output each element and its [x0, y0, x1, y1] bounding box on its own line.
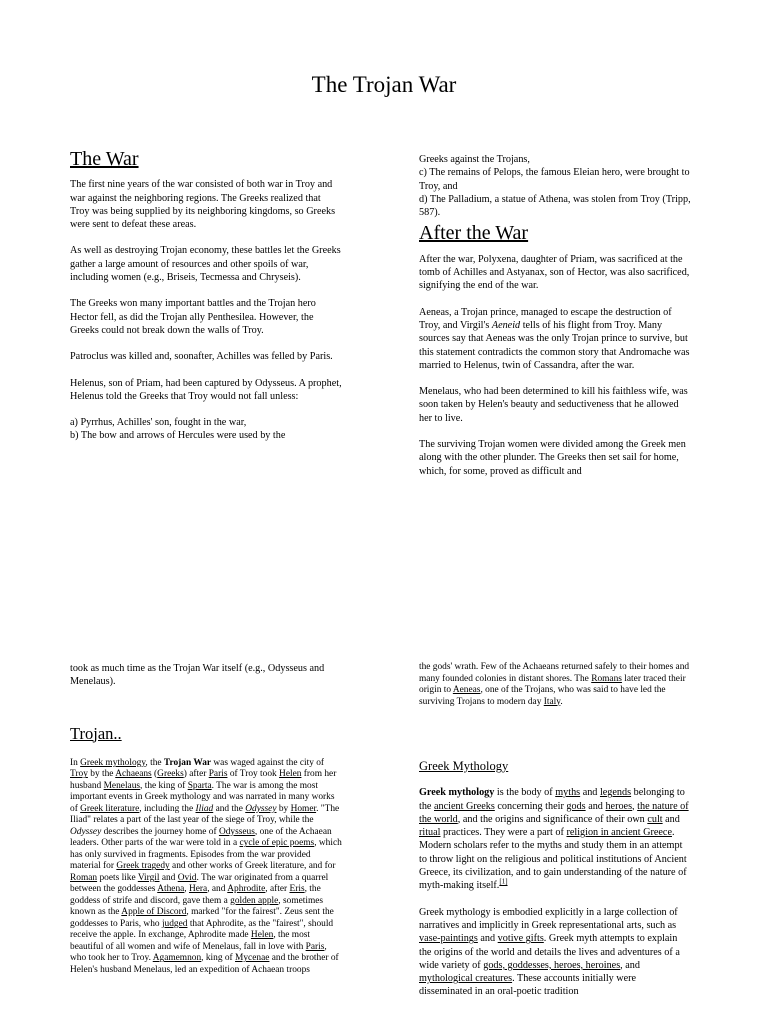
war-paragraph: The first nine years of the war consisted of both war in Troy and war against the neighboring regions. The Greeks realized that Troy was being supplied by its neighboring kingdoms, so Greeks were sent to defeat these areas.	[70, 179, 336, 231]
link-religion-in-ancient-greece[interactable]: religion in ancient Greece	[566, 827, 672, 839]
text-run: ,	[632, 800, 638, 812]
text-run: the gods' wrath. Few of the Achaeans returned safely to their homes and many founded colonies in distant shores. The	[419, 662, 690, 684]
continued-column-left	[70, 662, 342, 976]
text-run: , and the origins and significance of their own	[457, 813, 648, 825]
aeneas-paragraph	[419, 306, 691, 372]
condition-item: Greeks against the Trojans,	[419, 154, 530, 165]
text-run: , after	[265, 884, 290, 895]
link-gods-goddesses-heroes-heroines[interactable]: gods, goddesses, heroes, heroines	[483, 959, 621, 971]
heading-greek-mythology: Greek Mythology	[419, 759, 509, 773]
odyssey-title: Odyssey	[70, 826, 102, 837]
text-run: and	[662, 813, 680, 825]
text-run: , who took her to Troy.	[70, 941, 327, 964]
text-run: . "The Iliad" relates a part of the last year of the siege of Troy, while the	[70, 803, 340, 826]
link-greek-mythology[interactable]: Greek mythology	[80, 757, 146, 768]
link-heroes[interactable]: heroes	[605, 800, 633, 812]
link-cult[interactable]: cult	[647, 813, 663, 825]
condition-item: a) Pyrrhus, Achilles' son, fought in the war,	[70, 417, 247, 429]
text-run: and the brother of Helen's husband Menelaus, led an expedition of Achaean troops	[70, 953, 339, 975]
link-aphrodite[interactable]: Aphrodite	[227, 884, 266, 895]
reference-link[interactable]: [1]	[499, 877, 508, 886]
link-greek-literature[interactable]: Greek literature	[80, 803, 140, 814]
text-run: , marked "for the fairest". Zeus sent the goddesses to Paris, who	[70, 907, 334, 929]
text-run: , sometimes known as the	[70, 895, 324, 918]
link-aeneas[interactable]: Aeneas	[452, 685, 481, 695]
link-roman[interactable]: Roman	[70, 872, 98, 883]
condition-item: c) The remains of Pelops, the famous Eleian hero, were brought to Troy, and	[419, 167, 690, 192]
text-run: . These accounts initially were disseminated in an oral-poetic tradition	[419, 973, 637, 998]
menelaus-paragraph: Menelaus, who had been determined to kill his faithless wife, was soon taken by Helen's beauty and seductiveness that he allowed her to live.	[419, 386, 688, 424]
text-run: , including the	[139, 803, 196, 814]
link-ovid[interactable]: Ovid	[177, 872, 197, 883]
heading-after-the-war: After the War	[419, 222, 529, 245]
link-myths[interactable]: myths	[555, 787, 581, 799]
link-odyssey[interactable]: Odyssey	[245, 803, 277, 814]
text-run: , and	[207, 884, 228, 895]
link-greeks[interactable]: Greeks	[157, 769, 184, 780]
text-run: was waged against the city of	[211, 757, 325, 768]
text-run: In	[70, 757, 81, 768]
text-run: by	[276, 803, 291, 814]
link-judged[interactable]: judged	[161, 918, 188, 929]
link-legends[interactable]: legends	[599, 787, 632, 799]
text-run: and	[477, 933, 498, 945]
link-ritual[interactable]: ritual	[419, 827, 441, 839]
war-paragraph: Patroclus was killed and, soonafter, Achilles was felled by Paris.	[70, 351, 333, 363]
war-paragraph: The Greeks won many important battles and the Trojan hero Hector fell, as did the Trojan ally Penthesilea. However, the Greeks could not break down the walls of Troy.	[70, 298, 316, 336]
text-run: of Troy took	[227, 769, 280, 780]
link-helen[interactable]: Helen	[279, 769, 302, 780]
link-ancient-greeks[interactable]: ancient Greeks	[434, 800, 495, 812]
link-paris[interactable]: Paris	[208, 769, 228, 780]
heading-trojan: Trojan..	[70, 723, 122, 743]
link-odysseus[interactable]: Odysseus	[218, 826, 255, 837]
text-run: (	[151, 769, 158, 780]
war-paragraph: As well as destroying Trojan economy, these battles let the Greeks gather a large amount of resources and other spoils of war, including women (e.g., Briseis, Tecmessa and Chryseis).	[70, 245, 341, 284]
text-run: tells of his flight from Troy. Many sources say that Aeneas was the only Trojan prince to survive, but this statement contradicts the common story that Andromache was married to Helenus, twin of Cassandra, after the war.	[419, 319, 690, 371]
war-column-left	[70, 148, 342, 443]
link-votive-gifts[interactable]: votive gifts	[497, 933, 544, 945]
text-run: poets like	[97, 872, 138, 883]
aeneid-title: Aeneid	[491, 319, 521, 331]
text-run: and	[585, 800, 606, 812]
condition-item: d) The Palladium, a statue of Athena, was stolen from Troy (Tripp, 587).	[419, 193, 691, 219]
text-run: . Modern scholars refer to the myths and study them in an attempt to throw light on the religious and political institutions of Ancient Greece, its civilization, and to gain understanding of the nature of myth-making itself.	[419, 827, 687, 892]
text-run: that Aphrodite, as the "fairest", should receive the apple. In exchange, Aphrodite made	[70, 918, 334, 941]
link-virgil[interactable]: Virgil	[137, 872, 160, 883]
link-iliad[interactable]: Iliad	[195, 803, 214, 814]
link-athena[interactable]: Athena	[157, 884, 185, 895]
link-vase-paintings[interactable]: vase-paintings	[419, 933, 478, 945]
text-run: , which has only survived in fragments. Episodes from the war provided material for	[70, 838, 342, 872]
link-paris[interactable]: Paris	[305, 941, 325, 952]
link-apple-of-discord[interactable]: Apple of Discord	[121, 907, 187, 918]
text-run: and other works of Greek literature, and for	[169, 861, 336, 872]
link-golden-apple[interactable]: golden apple	[230, 895, 279, 906]
link-cycle-of-epic-poems[interactable]: cycle of epic poems	[239, 838, 315, 849]
text-run: , the king of	[140, 780, 188, 791]
text-run: describes the journey home of	[101, 826, 219, 837]
link-nature-of-the-world[interactable]: the nature of the world	[419, 800, 689, 825]
war-column-right	[419, 153, 691, 478]
text-run: , the goddess of strife and discord, gave them a	[70, 884, 321, 906]
term-trojan-war: Trojan War	[163, 757, 212, 768]
text-run: ) after	[183, 769, 209, 780]
page-title: The Trojan War	[311, 72, 457, 97]
text-run: , one of the Trojans, who was said to have led the surviving Trojans to modern day	[419, 685, 666, 707]
text-run: , the most beautiful of all women and wife of Menelaus, fall in love with	[70, 930, 311, 952]
text-run: ,	[184, 884, 189, 895]
text-run: and	[580, 787, 600, 799]
text-run: . The war is among the most important events in Greek mythology and was narrated in many works of	[70, 780, 335, 814]
link-romans[interactable]: Romans	[591, 673, 622, 684]
link-agamemnon[interactable]: Agamemnon	[152, 953, 202, 964]
link-italy[interactable]: Italy	[543, 696, 561, 707]
link-sparta[interactable]: Sparta	[187, 780, 212, 791]
continued-paragraph: took as much time as the Trojan War itself (e.g., Odysseus and Menelaus).	[70, 663, 325, 688]
text-run: , and	[620, 959, 640, 971]
link-hera[interactable]: Hera	[188, 884, 208, 895]
text-run: and the	[213, 803, 246, 814]
text-run: practices. They were a part of	[440, 827, 567, 839]
text-run: from her husband	[70, 769, 337, 791]
text-run: concerning their	[494, 800, 567, 812]
continued-paragraph	[419, 662, 691, 708]
text-run: , one of the Achaean leaders. Other parts of the war were told in a	[70, 826, 332, 849]
trojan-article	[70, 758, 342, 977]
heading-the-war: The War	[70, 148, 139, 170]
link-homer[interactable]: Homer	[290, 803, 317, 814]
text-run: . The war originated from a quarrel between the goddesses	[70, 872, 329, 895]
conditions-list	[70, 416, 342, 443]
text-run: by the	[87, 769, 116, 780]
link-achaeans[interactable]: Achaeans	[115, 769, 152, 780]
text-run: later traced their origin to	[419, 673, 686, 695]
greek-myth-paragraph	[419, 906, 691, 999]
text-run: .	[560, 696, 563, 707]
text-run: belonging to the	[419, 787, 685, 812]
text-run: Aeneas, a Trojan prince, managed to escape the destruction of Troy, and Virgil's	[419, 306, 672, 331]
term-greek-mythology: Greek mythology	[419, 787, 495, 799]
text-run: is the body of	[494, 787, 556, 799]
text-run: . Greek myth attempts to explain the origins of the world and details the lives and adventures of a wide variety of	[419, 933, 680, 971]
continued-column-right	[419, 662, 691, 999]
link-helen[interactable]: Helen	[250, 930, 274, 941]
link-greek-tragedy[interactable]: Greek tragedy	[116, 861, 170, 872]
after-war-paragraph: After the war, Polyxena, daughter of Priam, was sacrificed at the tomb of Achilles and Astyanax, son of Hector, was also sacrificed, signifying the end of the war.	[419, 253, 690, 292]
surviving-women-paragraph: The surviving Trojan women were divided among the Greek men along with the other plunder. The Greeks then set sail for home, which, for some, proved as difficult and	[419, 439, 686, 477]
text-run: Greek mythology is embodied explicitly in a large collection of narratives and implicitly in Greek representational arts, such as	[419, 906, 678, 931]
text-run: , the	[145, 757, 164, 768]
conditions-continued	[419, 153, 691, 219]
greek-myth-paragraph	[419, 786, 691, 892]
link-mythological-creatures[interactable]: mythological creatures	[419, 973, 513, 985]
link-eris[interactable]: Eris	[289, 884, 305, 895]
link-troy[interactable]: Troy	[70, 769, 88, 780]
link-gods[interactable]: gods	[566, 800, 586, 812]
text-run: , king of	[201, 953, 236, 964]
condition-item: b) The bow and arrows of Hercules were used by the	[70, 430, 286, 442]
war-paragraph: Helenus, son of Priam, had been captured by Odysseus. A prophet, Helenus told the Greeks that Troy would not fall unless:	[70, 377, 342, 402]
link-mycenae[interactable]: Mycenae	[235, 953, 270, 964]
link-menelaus[interactable]: Menelaus	[103, 780, 141, 791]
text-run: and	[159, 872, 178, 883]
